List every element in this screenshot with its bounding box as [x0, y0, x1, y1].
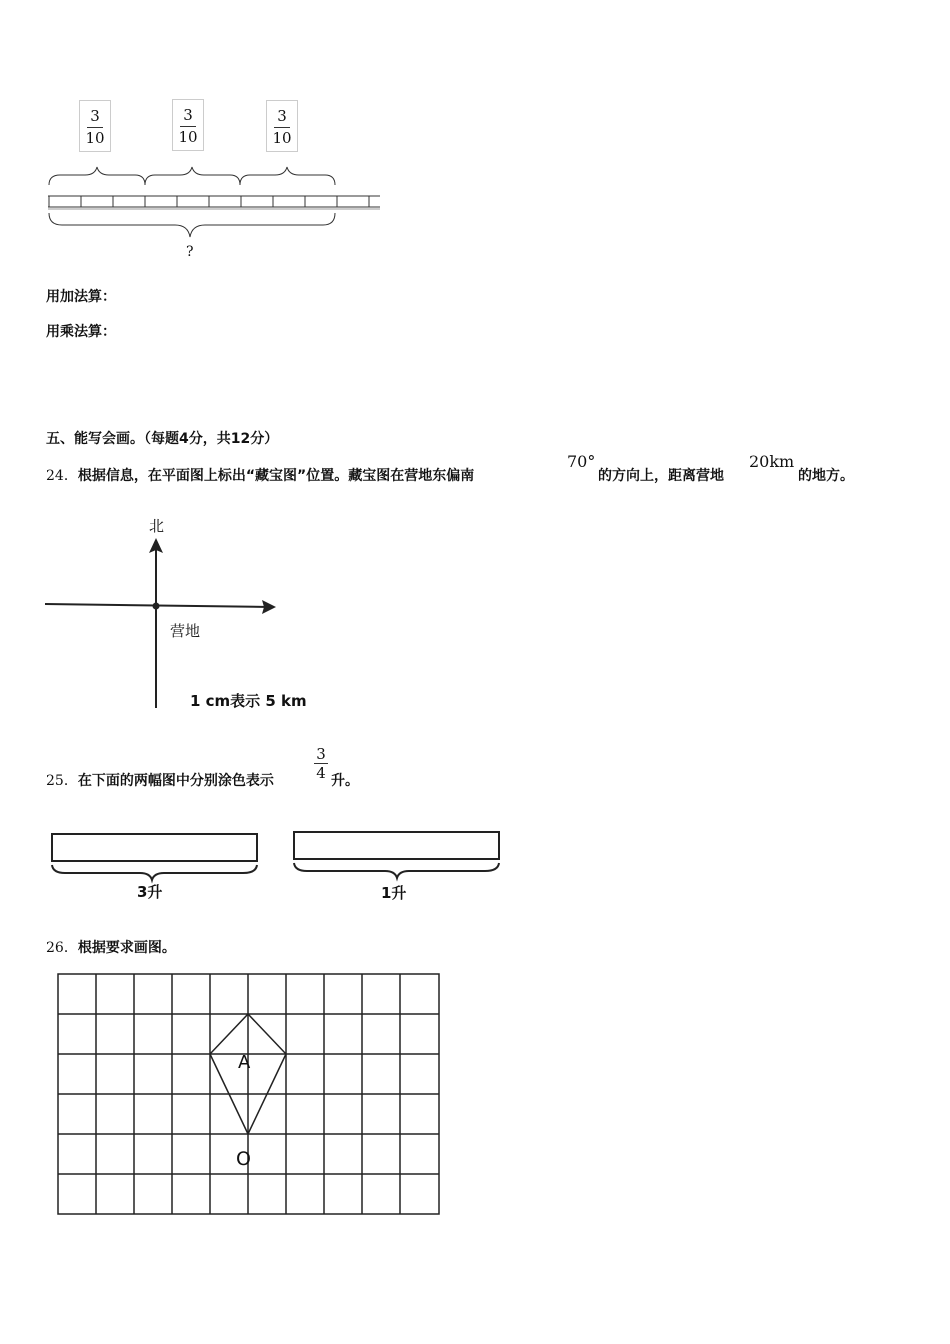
bottom-brace [49, 213, 335, 237]
distance-value: 20km [749, 452, 795, 471]
fraction-box-2 [172, 99, 204, 151]
multiplication-label: 用乘法算： [46, 324, 116, 340]
brace-1-liter [294, 863, 499, 878]
bar-1-liter [294, 832, 499, 859]
question-number: 24． [46, 468, 78, 484]
bar-1-liter-label: 1升 [381, 884, 407, 902]
fraction-numerator: 3 [277, 107, 287, 125]
fraction-denominator: 10 [272, 129, 292, 147]
top-brace-2 [145, 167, 240, 185]
question-number: 26． [46, 940, 78, 956]
brace-3-liters [52, 865, 257, 880]
grid-lines [58, 974, 439, 1214]
question-mark: ? [186, 244, 194, 260]
top-brace-1 [49, 167, 145, 185]
point-o-label: O [236, 1148, 251, 1170]
liter-bars [45, 825, 510, 885]
fraction-denominator: 10 [85, 129, 105, 147]
question-text-part2: 升。 [331, 773, 359, 789]
question-text: 根据要求画图。 [77, 940, 176, 956]
bar-3-liters-label: 3升 [137, 883, 163, 901]
top-brace-3 [240, 167, 335, 185]
question-text: 根据信息，在平面图上标出“藏宝图”位置。藏宝图在营地东偏南 [77, 468, 475, 484]
drawing-grid [50, 962, 445, 1222]
fraction-box-1 [79, 100, 111, 152]
question-text-part2: 的方向上，距离营地 [598, 468, 724, 484]
scale-label: 1 cm表示 5 km [190, 692, 307, 710]
fraction-denominator: 10 [178, 128, 198, 146]
question-text-part3: 的地方。 [798, 468, 854, 484]
fraction-denominator: 4 [314, 763, 328, 782]
point-a-label: A [238, 1052, 251, 1073]
east-arrow [262, 600, 276, 614]
section-title: 五、能写会画。（每题4分，共12分） [46, 431, 279, 447]
segment-diagram [40, 165, 385, 265]
fraction-numerator: 3 [316, 745, 326, 763]
fraction-three-quarters [314, 745, 328, 782]
addition-label: 用加法算： [46, 289, 116, 305]
question-25 [46, 770, 274, 790]
camp-point [153, 603, 160, 610]
bar-3-liters [52, 834, 257, 861]
question-24 [46, 465, 474, 485]
fraction-box-3 [266, 100, 298, 152]
question-number: 25． [46, 773, 78, 789]
fraction-numerator: 3 [90, 107, 100, 125]
north-label: 北 [149, 517, 165, 535]
direction-map [40, 510, 340, 720]
angle-value: 70° [567, 452, 596, 471]
question-text: 在下面的两幅图中分别涂色表示 [77, 773, 274, 789]
ruler [48, 196, 380, 209]
question-26 [46, 937, 176, 957]
camp-label: 营地 [170, 622, 201, 640]
fraction-numerator: 3 [183, 106, 193, 124]
